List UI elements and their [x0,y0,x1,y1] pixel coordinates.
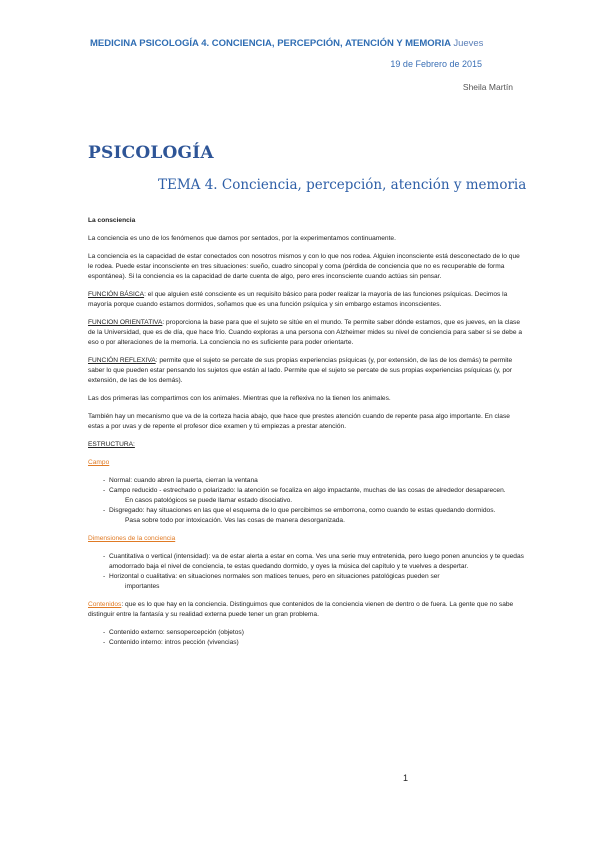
page-number: 1 [403,773,409,783]
paragraph-contenidos [88,600,525,620]
list-item: - Contenido interno: intros pección (vivencias) [103,638,525,648]
paragraph-definition: La conciencia es la capacidad de estar conectados con nosotros mismos y con lo que nos rodea. Alguien inconsciente está desconectado de lo que le rodea. Puede estar inconsciente en tres situaciones: sueño, cuadro sincopal y coma (pérdida de conciencia que no es recuperable de forma espontánea). Si la conciencia es la capacidad de darte cuenta de algo, pero eres inconsciente cuando actúas sin pensar. [88,253,520,280]
list-item-text: Disgregado: hay situaciones en las que el esquema de lo que percibimos se emborrona, como cuando te estas quedando dormidos. [109,507,496,514]
label-contenidos: Contenidos [88,601,122,608]
text-funcion-basica: : el que alguien esté consciente es un requisito básico para poder realizar la mayoría de las funciones psíquicas. Decimos la mayoría porque cuando estamos dormidos, soñamos que es una función psíquica y sin embargo estamos inconscientes. [88,291,508,308]
paragraph-funcion-reflexiva [88,356,525,386]
text-contenidos: : que es lo que hay en la conciencia. Distinguimos que contenidos de la conciencia vienen de dentro o de fuera. La gente que no sabe distinguir entre la fantasía y su realidad externa puede tener un gran problema. [88,601,514,618]
list-campo [88,476,525,526]
label-campo: Campo [88,459,110,466]
text-funcion-reflexiva: : permite que el sujeto se percate de sus propias experiencias psíquicas (y, por extensión, de las de los demás) te permite saber lo que pueden estar pensando los sujetos que están al lado. Permite que el sujeto se percate de sus propias experiencias psíquicas (y, por extensión, de las de los demás). [88,357,513,384]
list-contenidos [88,628,525,648]
label-funcion-basica: FUNCIÓN BÁSICA [88,291,145,298]
list-item-text: Horizontal o cualitativa: en situaciones normales son matices tenues, pero en situaciones patológicas pueden ser [109,573,440,580]
list-item: - Contenido externo: sensopercepción (objetos) [103,628,525,638]
list-item-continuation: Pasa sobre todo por intoxicación. Ves las cosas de manera desorganizada. [125,517,345,524]
paragraph-mecanismo: También hay un mecanismo que va de la corteza hacia abajo, que hace que prestes atención cuando de repente pasa algo importante. En clase estas a por uvas y de repente el profesor dice examen y tú empiezas a prestar atención. [88,413,510,430]
text-funcion-orientativa: : proporciona la base para que el sujeto se sitúe en el mundo. Te permite saber dónde estamos, que es jueves, en la clase de la Universidad, que es de día, que hace frío. Cuando exploras a una persona con Alzheimer mides su nivel de conciencia para saber si se debe a eso o por alteraciones de la memoria. La conciencia no es suficiente para poder orientarte. [88,319,522,346]
header-day: Jueves [453,38,484,49]
document-title: PSICOLOGÍA [88,143,214,163]
document-subtitle: TEMA 4. Conciencia, percepción, atención y memoria [158,177,527,193]
paragraph-animales: Las dos primeras las compartimos con los animales. Mientras que la reflexiva no la tienen los animales. [88,395,391,402]
label-funcion-orientativa: FUNCION ORIENTATIVA [88,319,163,326]
list-item-continuation: En casos patológicos se puede llamar estado disociativo. [125,497,293,504]
label-estructura: ESTRUCTURA: [88,441,135,448]
header-author: Sheila Martín [462,82,513,92]
list-item [103,486,525,506]
label-funcion-reflexiva: FUNCIÓN REFLEXIVA [88,357,156,364]
header-course: MEDICINA PSICOLOGÍA 4. CONCIENCIA, PERCEPCIÓN, ATENCIÓN Y MEMORIA [90,38,451,49]
list-item-text: Campo reducido - estrechado o polarizado: la atención se focaliza en algo impactante, muchas de las cosas de alrededor desaparecen. [109,487,506,494]
paragraph-funcion-basica [88,290,525,310]
section-heading-consciencia: La consciencia [88,217,136,224]
list-dimensiones [88,552,525,592]
running-header [90,38,520,49]
paragraph-funcion-orientativa [88,318,525,348]
list-item-continuation: importantes [125,583,160,590]
document-body [88,216,525,656]
header-date: 19 de Febrero de 2015 [390,59,482,69]
list-item: - Normal: cuando abren la puerta, cierran la ventana [103,476,525,486]
list-item [103,572,525,592]
list-item [103,506,525,526]
list-item: - Cuantitativa o vertical (intensidad): va de estar alerta a estar en coma. Ves una serie muy entretenida, pero luego ponen anuncios y te quedas amodorrado baja el nivel de conciencia, te estas quedando dormido, y oyes la música del capítulo y te vuelves a despertar. [103,552,525,572]
label-dimensiones: Dimensiones de la conciencia [88,535,176,542]
paragraph-intro: La conciencia es uno de los fenómenos que damos por sentados, por la experimentamos continuamente. [88,235,396,242]
